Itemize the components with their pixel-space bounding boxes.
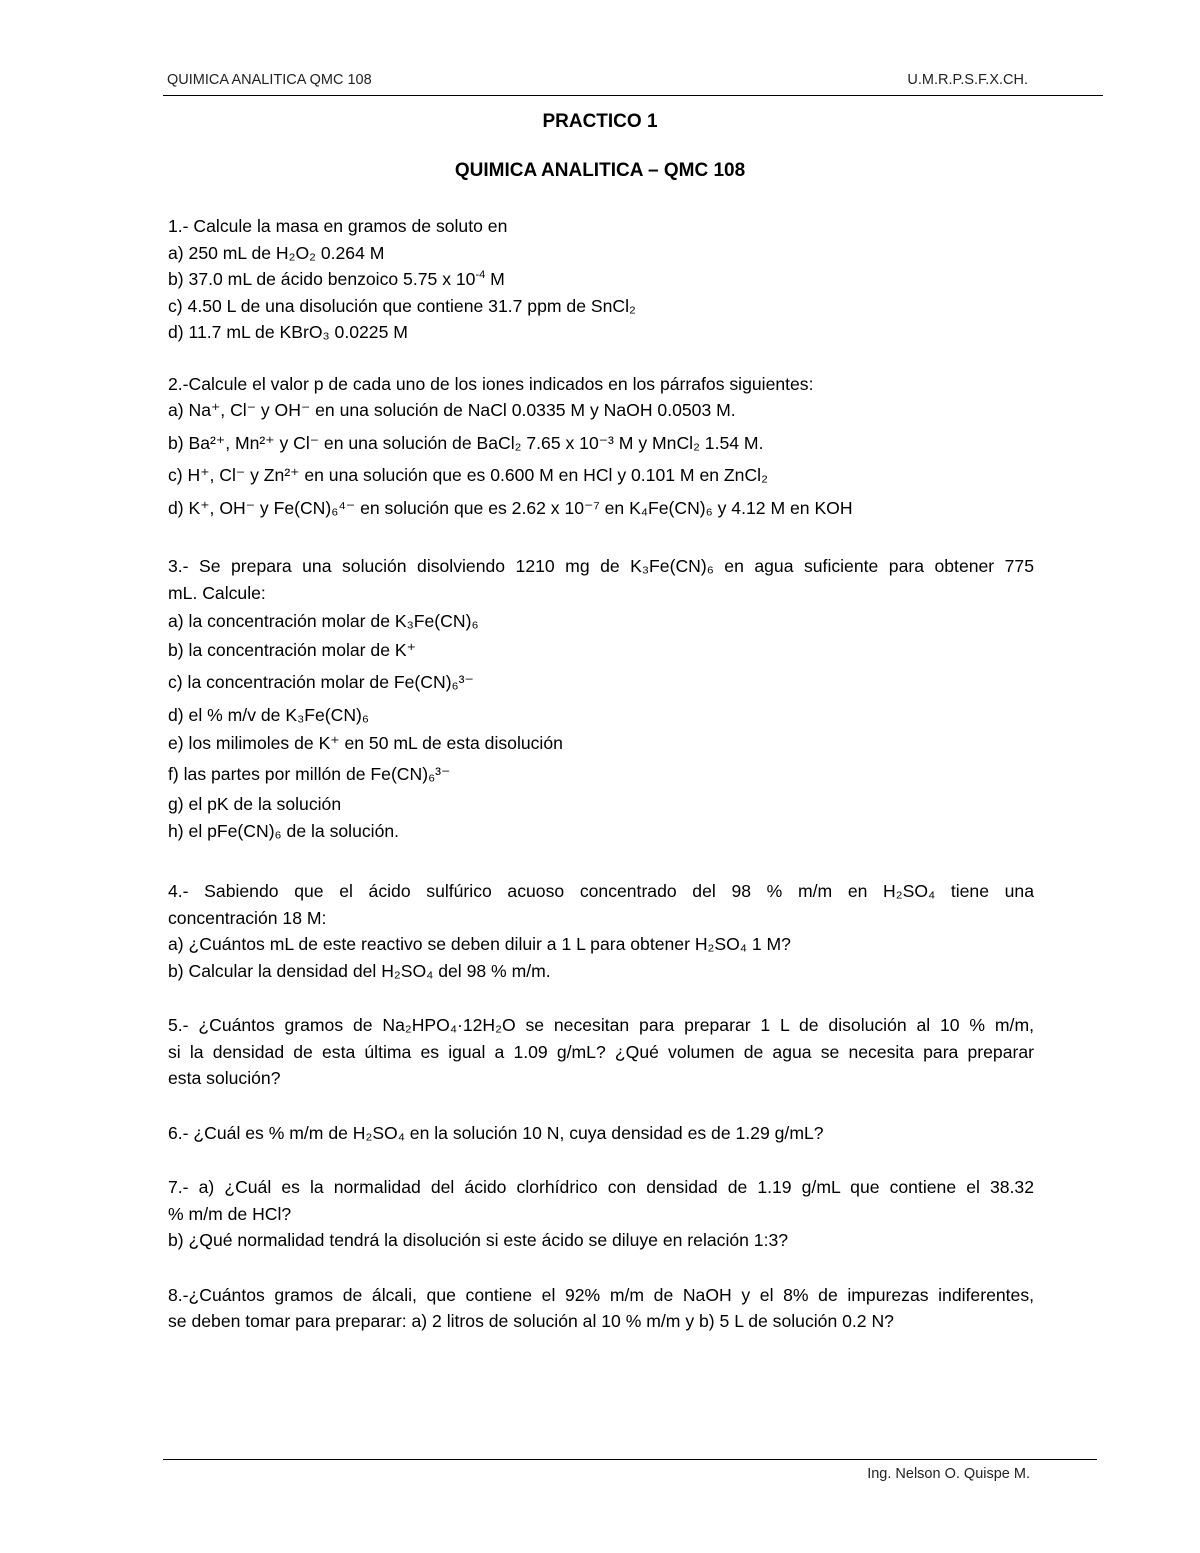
question-3 bbox=[168, 553, 1034, 844]
question-6 bbox=[168, 1120, 1034, 1147]
question-8 bbox=[168, 1282, 1034, 1335]
question-3-a: a) la concentración molar de K₃Fe(CN)₆ bbox=[168, 611, 479, 631]
question-1-intro: 1.- Calcule la masa en gramos de soluto en bbox=[168, 216, 508, 236]
question-8-line-2: se deben tomar para preparar: a) 2 litros de solución al 10 % m/m y b) 5 L de solución 0.2 N? bbox=[168, 1311, 894, 1331]
question-7-line-1: 7.- a) ¿Cuál es la normalidad del ácido clorhídrico con densidad de 1.19 g/mL que contiene el 38.32 bbox=[168, 1177, 1034, 1197]
question-4-a: a) ¿Cuántos mL de este reactivo se deben diluir a 1 L para obtener H₂SO₄ 1 M? bbox=[168, 934, 791, 954]
question-1-c: c) 4.50 L de una disolución que contiene 31.7 ppm de SnCl₂ bbox=[168, 295, 636, 316]
question-5-line-3: esta solución? bbox=[168, 1068, 281, 1088]
question-1-a: a) 250 mL de H₂O₂ 0.264 M bbox=[168, 242, 385, 263]
question-8-line-1: 8.-¿Cuántos gramos de álcali, que contiene el 92% m/m de NaOH y el 8% de impurezas indiferentes, bbox=[168, 1284, 1034, 1305]
question-2-b: b) Ba²⁺, Mn²⁺ y Cl⁻ en una solución de BaCl₂ 7.65 x 10⁻³ M y MnCl₂ 1.54 M. bbox=[168, 432, 764, 453]
question-5-line-1: 5.- ¿Cuántos gramos de Na₂HPO₄·12H₂O se necesitan para preparar 1 L de disolución al 10 % m/m, bbox=[168, 1015, 1034, 1035]
question-2-a: a) Na⁺, Cl⁻ y OH⁻ en una solución de NaCl 0.0335 M y NaOH 0.0503 M. bbox=[168, 400, 736, 420]
question-1 bbox=[168, 213, 1034, 346]
question-4-intro-line-1: 4.- Sabiendo que el ácido sulfúrico acuoso concentrado del 98 % m/m en H₂SO₄ tiene una bbox=[168, 881, 1034, 901]
question-4 bbox=[168, 878, 1034, 984]
question-2 bbox=[168, 371, 1034, 522]
question-2-d: d) K⁺, OH⁻ y Fe(CN)₆⁴⁻ en solución que es 2.62 x 10⁻⁷ en K₄Fe(CN)₆ y 4.12 M en KOH bbox=[168, 497, 853, 518]
question-1-b-unit: M bbox=[485, 269, 505, 289]
page-subtitle: QUIMICA ANALITICA – QMC 108 bbox=[454, 160, 746, 181]
question-3-c: c) la concentración molar de Fe(CN)₆³⁻ bbox=[168, 672, 474, 692]
question-7 bbox=[168, 1174, 1034, 1254]
question-3-d: d) el % m/v de K₃Fe(CN)₆ bbox=[168, 704, 369, 725]
footer-divider bbox=[163, 1459, 1097, 1460]
question-4-intro-line-2: concentración 18 M: bbox=[168, 907, 327, 928]
header-course: QUIMICA ANALITICA QMC 108 bbox=[167, 72, 372, 88]
question-3-b: b) la concentración molar de K⁺ bbox=[168, 639, 416, 660]
question-3-e: e) los milimoles de K⁺ en 50 mL de esta disolución bbox=[168, 733, 563, 753]
question-1-b bbox=[168, 266, 1034, 293]
question-7-b: b) ¿Qué normalidad tendrá la disolución si este ácido se diluye en relación 1:3? bbox=[168, 1230, 789, 1250]
exercise-list bbox=[168, 213, 1034, 1360]
footer-author: Ing. Nelson O. Quispe M. bbox=[867, 1466, 1030, 1482]
question-2-intro: 2.-Calcule el valor p de cada uno de los iones indicados en los párrafos siguientes: bbox=[168, 373, 814, 394]
question-3-h: h) el pFe(CN)₆ de la solución. bbox=[168, 820, 400, 841]
page-title: PRACTICO 1 bbox=[542, 111, 658, 132]
question-5-line-2: si la densidad de esta última es igual a 1.09 g/mL? ¿Qué volumen de agua se necesita para preparar bbox=[168, 1041, 1034, 1062]
question-3-f: f) las partes por millón de Fe(CN)₆³⁻ bbox=[168, 763, 451, 784]
question-2-c: c) H⁺, Cl⁻ y Zn²⁺ en una solución que es 0.600 M en HCl y 0.101 M en ZnCl₂ bbox=[168, 465, 768, 485]
question-4-b: b) Calcular la densidad del H₂SO₄ del 98 % m/m. bbox=[168, 960, 551, 981]
question-3-intro-line-2: mL. Calcule: bbox=[168, 582, 266, 603]
question-5 bbox=[168, 1012, 1034, 1092]
question-3-g: g) el pK de la solución bbox=[168, 794, 342, 814]
question-7-line-2: % m/m de HCl? bbox=[168, 1203, 292, 1224]
question-1-b-exponent: -4 bbox=[475, 269, 486, 282]
header-divider bbox=[163, 95, 1103, 96]
question-6-line-1: 6.- ¿Cuál es % m/m de H₂SO₄ en la solución 10 N, cuya densidad es de 1.29 g/mL? bbox=[168, 1122, 824, 1143]
question-1-d: d) 11.7 mL de KBrO₃ 0.0225 M bbox=[168, 322, 408, 342]
question-1-b-text: b) 37.0 mL de ácido benzoico 5.75 x 10 bbox=[168, 269, 476, 289]
question-3-intro-line-1: 3.- Se prepara una solución disolviendo 1210 mg de K₃Fe(CN)₆ en agua suficiente para obtener 775 bbox=[168, 556, 1034, 576]
header-institution: U.M.R.P.S.F.X.CH. bbox=[907, 72, 1028, 88]
